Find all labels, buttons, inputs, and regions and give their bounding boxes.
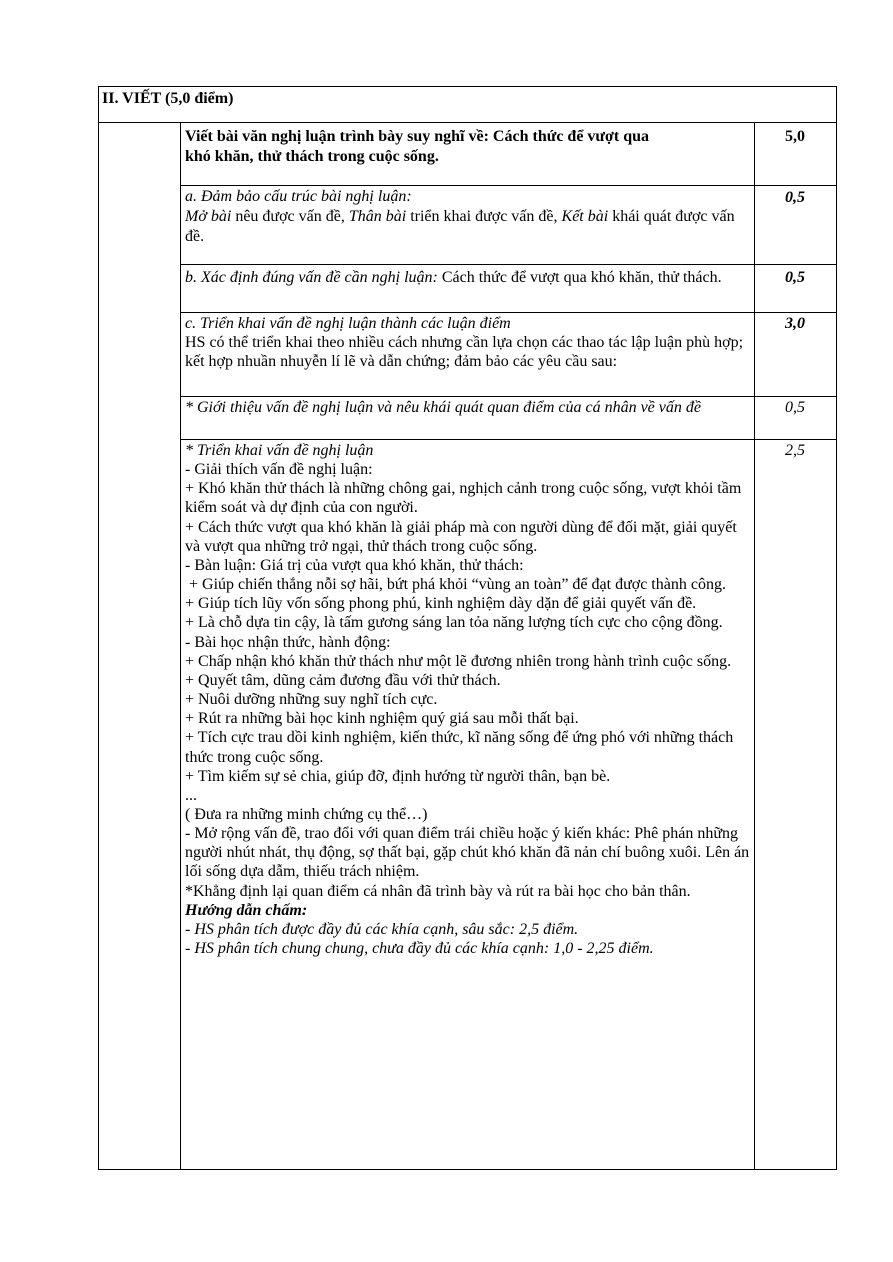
body-part: Mở bài	[185, 208, 232, 225]
argument-line: + Là chỗ dựa tin cậy, là tấm gương sáng lan tỏa năng lượng tích cực cho cộng đồng.	[185, 614, 723, 632]
body-part: nêu được vấn đề,	[231, 208, 349, 225]
grading-guide-line: - HS phân tích được đầy đủ các khía cạnh, sâu sắc: 2,5 điểm.	[185, 920, 579, 938]
argument-line: + Quyết tâm, dũng cảm đương đầu với thử thách.	[185, 671, 501, 689]
criterion-heading: * Triển khai vấn đề nghị luận	[185, 442, 374, 459]
score-value: 0,5	[785, 189, 805, 206]
argument-line: + Giúp tích lũy vốn sống phong phú, kinh nghiệm dày dặn để giải quyết vấn đề.	[185, 595, 697, 613]
score-value: 5,0	[785, 128, 805, 145]
score-value: 0,5	[785, 269, 805, 286]
table-row-task	[181, 123, 836, 186]
section-title: II. VIẾT (5,0 điểm)	[99, 87, 836, 123]
body-part: khái quát được vấn đề.	[185, 208, 735, 245]
criterion-heading: a. Đảm bảo cấu trúc bài nghị luận:	[185, 188, 412, 205]
argument-line: + Nuôi dưỡng những suy nghĩ tích cực.	[185, 691, 438, 709]
body-part: Thân bài	[348, 208, 407, 225]
grading-table	[98, 86, 837, 1170]
argument-line: - Bàn luận: Giá trị của vượt qua khó khăn, thử thách:	[185, 556, 524, 574]
development-criterion	[185, 314, 755, 371]
criterion-heading: b. Xác định đúng vấn đề cần nghị luận:	[185, 269, 438, 286]
body-part: Kết bài	[561, 208, 609, 225]
score-value: 0,5	[785, 399, 805, 416]
table-row-issue	[181, 265, 836, 313]
criterion-body	[185, 207, 755, 247]
argument-line: ( Đưa ra những minh chứng cụ thể…)	[185, 805, 428, 823]
argument-line: + Giúp chiến thắng nỗi sợ hãi, bứt phá khỏi “vùng an toàn” để đạt được thành công.	[185, 576, 726, 594]
argument-line: + Tích cực trau dồi kinh nghiệm, kiến thức, kĩ năng sống để ứng phó với những thách thức trong cuộc sống.	[185, 729, 734, 766]
argument-line: - Bài học nhận thức, hành động:	[185, 633, 391, 651]
score-value: 2,5	[785, 442, 805, 459]
task-prompt	[185, 127, 755, 167]
criterion-body: HS có thể triển khai theo nhiều cách nhưng cần lựa chọn các thao tác lập luận phù hợp; kết hợp nhuần nhuyễn lí lẽ và dẫn chứng; đảm bảo các yêu cầu sau:	[185, 334, 744, 370]
argument-line: + Cách thức vượt qua khó khăn là giải pháp mà con người dùng để đối mặt, giải quyết và vượt qua những trở ngại, thử thách trong cuộc sống.	[185, 518, 737, 555]
criterion-body: Cách thức để vượt qua khó khăn, thử thách.	[437, 269, 722, 286]
argument-line: + Chấp nhận khó khăn thử thách như một lẽ đương nhiên trong hành trình cuộc sống.	[185, 652, 732, 670]
argument-line: - Giải thích vấn đề nghị luận:	[185, 461, 373, 479]
table-row-structure	[181, 186, 836, 265]
task-prompt-line: Viết bài văn nghị luận trình bày suy nghĩ về: Cách thức để vượt qua	[185, 128, 649, 145]
structure-criterion	[185, 187, 755, 247]
table-row-development	[181, 313, 836, 397]
argument-line: *Khẳng định lại quan điểm cá nhân đã trình bày và rút ra bài học cho bản thân.	[185, 882, 691, 900]
body-part: triển khai được vấn đề,	[406, 208, 562, 225]
score-value: 3,0	[785, 315, 805, 332]
argument-line: - Mở rộng vấn đề, trao đổi với quan điểm trái chiều hoặc ý kiến khác: Phê phán những người nhút nhát, thụ động, sợ thất bại, gặp chút khó khăn đã nản chí buông xuôi. Lên án lối sống dựa dẫm, thiếu trách nhiệm.	[185, 825, 750, 881]
grading-guide-title: Hướng dẫn chấm:	[185, 901, 308, 919]
argument-line: + Rút ra những bài học kinh nghiệm quý giá sau mỗi thất bại.	[185, 710, 579, 728]
table-row-argument	[181, 440, 836, 1171]
task-prompt-line: khó khăn, thử thách trong cuộc sống.	[185, 148, 439, 165]
table-row-introduction	[181, 397, 836, 440]
introduction-criterion: * Giới thiệu vấn đề nghị luận và nêu khái quát quan điểm của cá nhân về vấn đề	[185, 399, 701, 416]
grading-guide-line: - HS phân tích chung chung, chưa đầy đủ các khía cạnh: 1,0 - 2,25 điểm.	[185, 940, 654, 958]
argument-line: ...	[185, 786, 197, 804]
argument-criterion	[185, 441, 755, 958]
criterion-heading: c. Triển khai vấn đề nghị luận thành các luận điểm	[185, 315, 511, 332]
issue-criterion	[185, 268, 755, 288]
argument-line: + Khó khăn thử thách là những chông gai, nghịch cảnh trong cuộc sống, vượt khỏi tầm kiểm soát và dự định của con người.	[185, 480, 742, 517]
argument-line: + Tìm kiếm sự sẻ chia, giúp đỡ, định hướng từ người thân, bạn bè.	[185, 767, 611, 785]
